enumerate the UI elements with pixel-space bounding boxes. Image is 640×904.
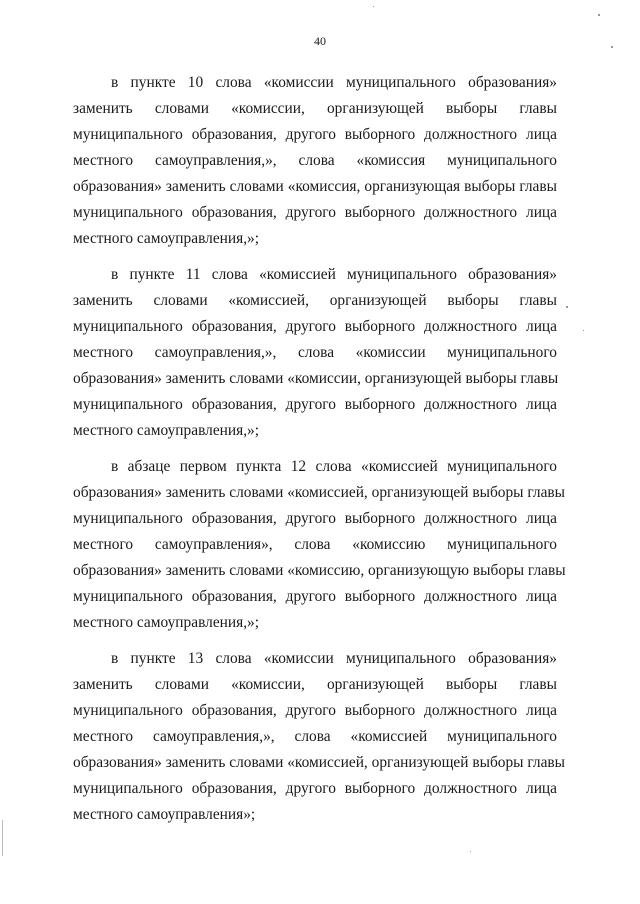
paragraph-line: образования» заменить словами «комиссию, организующую выборы главы — [73, 562, 566, 579]
paragraph-line: муниципального образования, другого выборного должностного лица — [73, 204, 557, 221]
scan-speck — [611, 46, 613, 48]
paragraph-line: заменить словами «комиссией, организующей выборы главы — [73, 292, 557, 309]
paragraph-line: местного самоуправления,»; — [73, 230, 260, 247]
paragraph-line: образования» заменить словами «комиссии, организующей выборы главы — [73, 370, 559, 387]
paragraph-1 — [73, 70, 557, 252]
paragraph-line: муниципального образования, другого выборного должностного лица — [73, 318, 557, 335]
scan-edge-mark — [2, 820, 3, 856]
paragraph-line: образования» заменить словами «комиссия, организующая выборы главы — [73, 178, 557, 195]
paragraph-line: в абзаце первом пункта 12 слова «комиссией муниципального — [111, 458, 557, 475]
scan-speck — [470, 851, 471, 852]
paragraph-line: муниципального образования, другого выборного должностного лица — [73, 588, 557, 605]
paragraph-line: местного самоуправления»; — [73, 806, 256, 823]
paragraph-line: муниципального образования, другого выборного должностного лица — [73, 510, 557, 527]
page-number: 40 — [314, 34, 326, 48]
paragraph-line: местного самоуправления,», слова «комиссией муниципального — [73, 728, 557, 745]
paragraph-line: образования» заменить словами «комиссией, организующей выборы главы — [73, 484, 566, 501]
paragraph-2 — [73, 262, 557, 444]
paragraph-line: муниципального образования, другого выборного должностного лица — [73, 702, 557, 719]
paragraph-line: в пункте 11 слова «комиссией муниципального образования» — [111, 266, 557, 283]
paragraph-line: в пункте 10 слова «комиссии муниципального образования» — [111, 74, 557, 91]
paragraph-line: муниципального образования, другого выборного должностного лица — [73, 126, 557, 143]
paragraph-3 — [73, 454, 566, 636]
paragraph-line: местного самоуправления,»; — [73, 422, 260, 439]
paragraph-4 — [73, 646, 566, 828]
paragraph-line: образования» заменить словами «комиссией, организующей выборы главы — [73, 754, 566, 771]
paragraph-line: местного самоуправления,»; — [73, 614, 260, 631]
paragraph-line: муниципального образования, другого выборного должностного лица — [73, 396, 557, 413]
paragraph-line: муниципального образования, другого выборного должностного лица — [73, 780, 557, 797]
paragraph-line: местного самоуправления,», слова «комиссия муниципального — [73, 152, 557, 169]
paragraph-line: местного самоуправления,», слова «комиссии муниципального — [73, 344, 557, 361]
scan-speck — [583, 330, 584, 331]
paragraph-line: заменить словами «комиссии, организующей выборы главы — [73, 676, 557, 693]
paragraph-line: заменить словами «комиссии, организующей выборы главы — [73, 100, 557, 117]
document-body — [73, 70, 566, 838]
scan-speck — [373, 6, 374, 7]
scan-speck — [566, 306, 568, 308]
scan-speck — [598, 14, 600, 16]
paragraph-line: местного самоуправления», слова «комиссию муниципального — [73, 536, 557, 553]
paragraph-line: в пункте 13 слова «комиссии муниципального образования» — [111, 650, 557, 667]
